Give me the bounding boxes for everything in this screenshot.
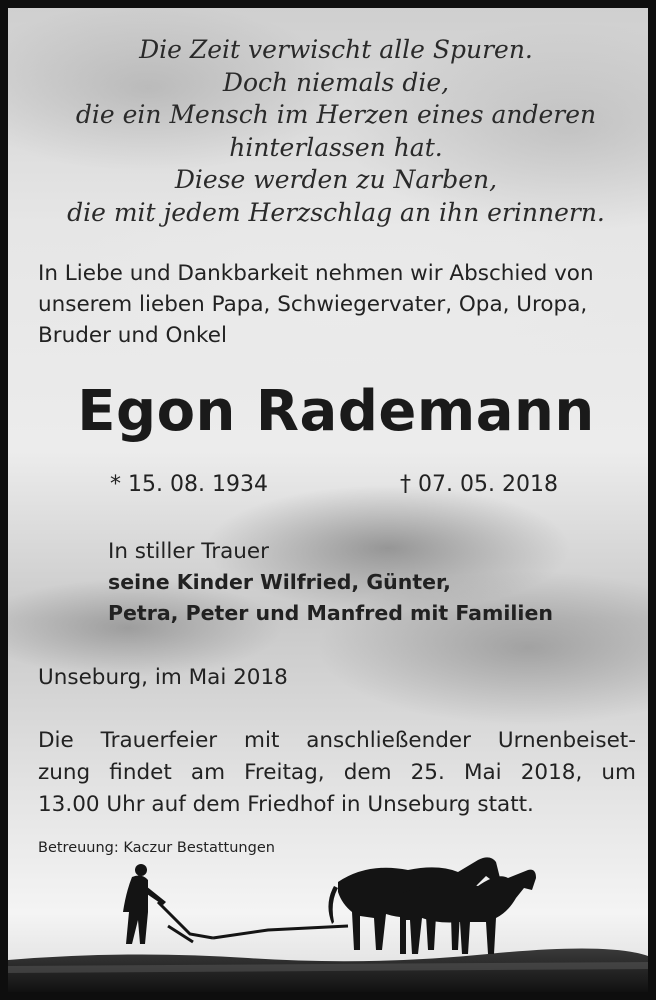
- birth-date: * 15. 08. 1934: [110, 472, 268, 497]
- poem-line: Diese werden zu Narben,: [174, 165, 498, 194]
- deceased-name: Egon Rademann: [77, 379, 595, 444]
- plowing-farmer-with-horses-silhouette: [8, 842, 648, 992]
- funeral-line: zung findet am Freitag, dem 25. Mai 2018, um: [38, 760, 636, 785]
- poem-line: die ein Mensch im Herzen eines anderen: [75, 100, 597, 129]
- poem-line: hinterlassen hat.: [229, 132, 443, 162]
- poem-line: Doch niemals die,: [222, 67, 450, 97]
- funeral-home-credit: Betreuung: Kaczur Bestattungen: [38, 840, 275, 856]
- mourners-heading: In stiller Trauer: [108, 539, 269, 564]
- place-date: Unseburg, im Mai 2018: [38, 665, 288, 690]
- funeral-line: 13.00 Uhr auf dem Friedhof in Unseburg statt.: [38, 792, 534, 817]
- death-date: † 07. 05. 2018: [400, 472, 558, 497]
- mourners-line: seine Kinder Wilfried, Günter,: [108, 570, 451, 594]
- mourners-block: [108, 536, 553, 629]
- mourners-line: Petra, Peter und Manfred mit Familien: [108, 601, 553, 625]
- poem-line: Die Zeit verwischt alle Spuren.: [139, 35, 533, 64]
- poem: [8, 34, 656, 229]
- funeral-info: [38, 725, 636, 821]
- funeral-line: Die Trauerfeier mit anschließender Urnenbeiset-: [38, 728, 636, 753]
- intro-text: In Liebe und Dankbarkeit nehmen wir Abschied von unserem lieben Papa, Schwiegervater, Opa, Uropa, Bruder und Onkel: [38, 261, 594, 348]
- poem-line: die mit jedem Herzschlag an ihn erinnern.: [67, 197, 605, 227]
